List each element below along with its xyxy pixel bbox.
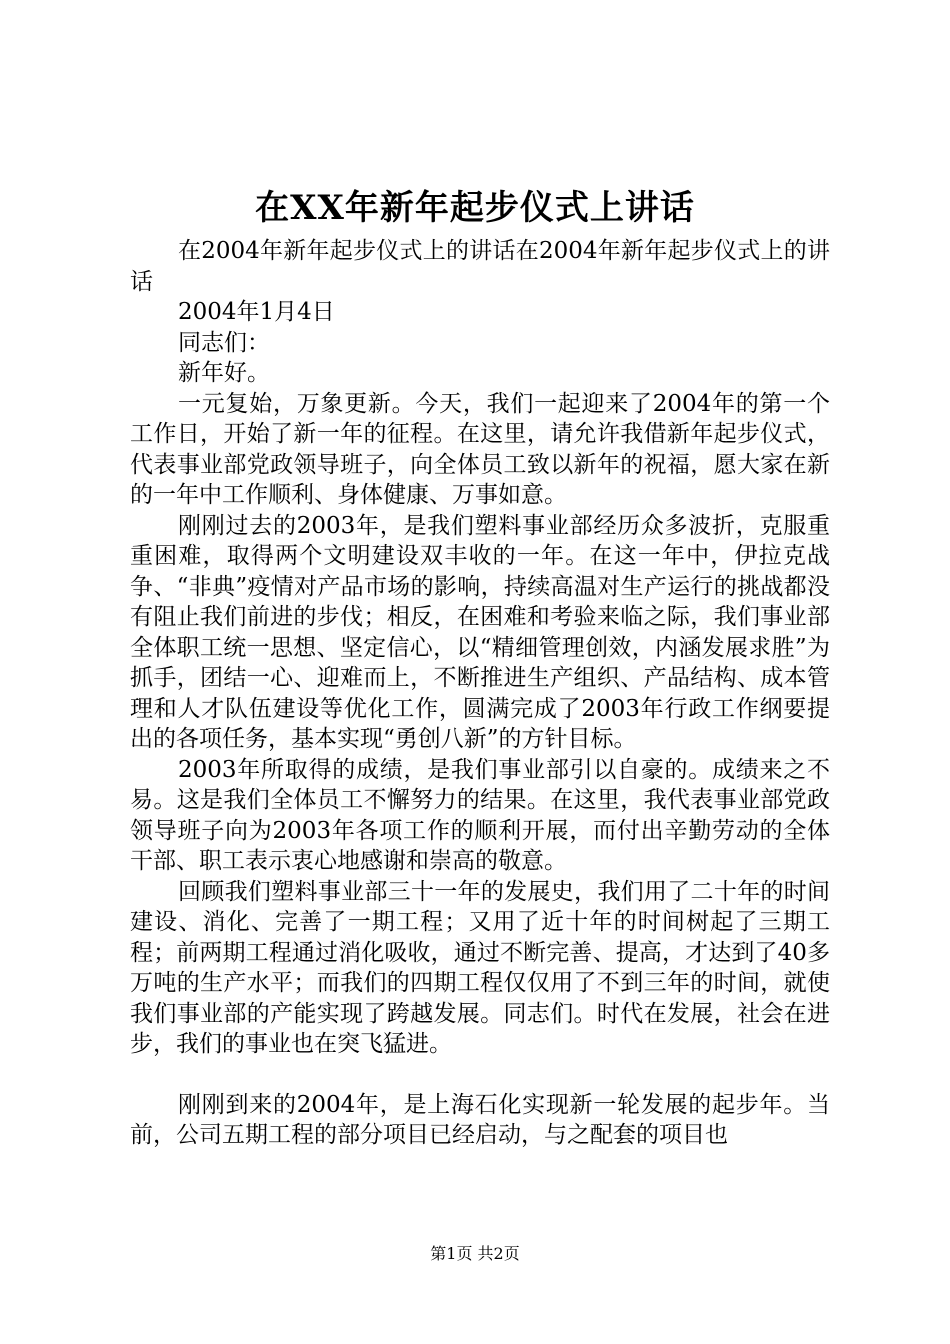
paragraph-salutation: 同志们：	[178, 329, 270, 356]
paragraph-new-year-wishes: 一元复始，万象更新。今天，我们一起迎来了2004年的第一个工作日，开始了新一年的征程。在这里，请允许我借新年起步仪式，代表事业部党政领导班子，向全体员工致以新年的祝福，愿大家在新的一年中工作顺利、身体健康、万事如意。	[130, 390, 830, 508]
paragraph-date: 2004年1月4日	[178, 299, 335, 325]
paragraph-heading-repeat: 在2004年新年起步仪式上的讲话在2004年新年起步仪式上的讲话	[130, 238, 830, 295]
paragraph-2003-review: 刚刚过去的2003年，是我们塑料事业部经历众多波折，克服重重困难，取得两个文明建设双丰收的一年。在这一年中，伊拉克战争、“非典”疫情对产品市场的影响，持续高温对生产运行的挑战都没有阻止我们前进的步伐；相反，在困难和考验来临之际，我们事业部全体职工统一思想、坚定信心，以“精细管理创效，内涵发展求胜”为抓手，团结一心、迎难而上，不断推进生产组织、产品结构、成本管理和人才队伍建设等优化工作，圆满完成了2003年行政工作纲要提出的各项任务，基本实现“勇创八新”的方针目标。	[130, 512, 830, 752]
paragraph-2004-outlook: 刚刚到来的2004年，是上海石化实现新一轮发展的起步年。当前，公司五期工程的部分项目已经启动，与之配套的项目也	[130, 1091, 830, 1148]
paragraph-2003-achievements: 2003年所取得的成绩，是我们事业部引以自豪的。成绩来之不易。这是我们全体员工不懈努力的结果。在这里，我代表事业部党政领导班子向为2003年各项工作的顺利开展，而付出辛勤劳动的全体干部、职工表示衷心地感谢和崇高的敬意。	[130, 756, 830, 874]
document-body	[130, 236, 830, 1151]
page-footer: 第1页 共2页	[430, 1244, 520, 1263]
paragraph-greeting: 新年好。	[178, 360, 270, 386]
document-title: 在XX年新年起步仪式上讲话	[255, 188, 695, 228]
paragraph-history: 回顾我们塑料事业部三十一年的发展史，我们用了二十年的时间建设、消化、完善了一期工程；又用了近十年的时间树起了三期工程；前两期工程通过消化吸收，通过不断完善、提高，才达到了40多万吨的生产水平；而我们的四期工程仅仅用了不到三年的时间，就使我们事业部的产能实现了跨越发展。同志们。时代在发展，社会在进步，我们的事业也在突飞猛进。	[130, 878, 830, 1057]
